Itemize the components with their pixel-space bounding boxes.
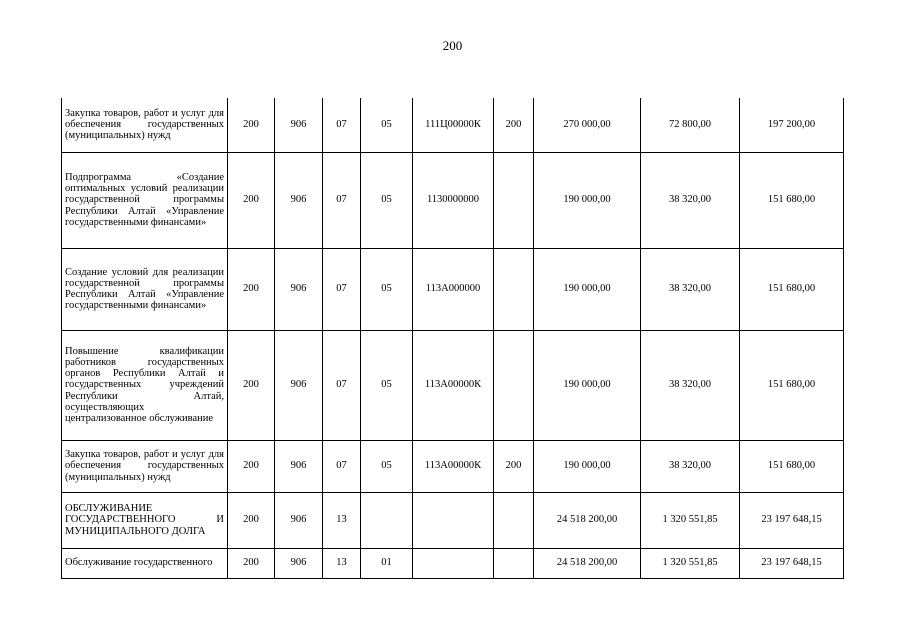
cell-expense-type: 200: [494, 98, 534, 152]
table-row: [62, 330, 844, 440]
cell-amount-executed: 1 320 551,85: [641, 548, 740, 578]
cell-amount-remaining: 151 680,00: [740, 248, 844, 330]
cell-section: 07: [323, 98, 361, 152]
cell-amount-plan: 270 000,00: [534, 98, 641, 152]
cell-expense-type: [494, 548, 534, 578]
budget-table: [61, 98, 844, 579]
cell-amount-executed: 38 320,00: [641, 330, 740, 440]
cell-amount-plan: 190 000,00: [534, 440, 641, 492]
cell-amount-executed: 72 800,00: [641, 98, 740, 152]
cell-amount-plan: 190 000,00: [534, 330, 641, 440]
cell-ministry: 906: [275, 548, 323, 578]
cell-target-article: [413, 492, 494, 548]
row-name: ОБСЛУЖИВАНИЕ ГОСУДАРСТВЕННОГО И МУНИЦИПАЛЬНОГО ДОЛГА: [62, 492, 228, 548]
page-number: 200: [442, 38, 463, 53]
cell-ministry: 906: [275, 492, 323, 548]
cell-amount-executed: 38 320,00: [641, 440, 740, 492]
cell-target-article: 111Ц00000К: [413, 98, 494, 152]
row-name: Создание условий для реализации государственной программы Республики Алтай «Управление государственными финансами»: [62, 248, 228, 330]
table-row: [62, 492, 844, 548]
row-name: Подпрограмма «Создание оптимальных условий реализации государственной программы Республики Алтай «Управление государственными финансами»: [62, 152, 228, 248]
cell-subsection: 05: [361, 330, 413, 440]
cell-amount-remaining: 23 197 648,15: [740, 492, 844, 548]
row-name: Обслуживание государственного: [62, 548, 228, 578]
cell-code: 200: [228, 492, 275, 548]
cell-expense-type: [494, 330, 534, 440]
cell-expense-type: [494, 152, 534, 248]
cell-code: 200: [228, 548, 275, 578]
table-row: [62, 548, 844, 578]
cell-target-article: 113А000000: [413, 248, 494, 330]
cell-subsection: 05: [361, 152, 413, 248]
cell-expense-type: [494, 248, 534, 330]
cell-section: 07: [323, 440, 361, 492]
cell-subsection: 05: [361, 248, 413, 330]
cell-section: 07: [323, 248, 361, 330]
row-name: Повышение квалификации работников государственных органов Республики Алтай и государственных учреждений Республики Алтай, осуществляющих централизованное обслуживание: [62, 330, 228, 440]
cell-amount-remaining: 23 197 648,15: [740, 548, 844, 578]
cell-amount-plan: 190 000,00: [534, 248, 641, 330]
cell-subsection: 05: [361, 440, 413, 492]
cell-amount-plan: 190 000,00: [534, 152, 641, 248]
cell-amount-remaining: 151 680,00: [740, 330, 844, 440]
cell-target-article: 113А00000К: [413, 440, 494, 492]
cell-target-article: [413, 548, 494, 578]
cell-ministry: 906: [275, 98, 323, 152]
cell-target-article: 113А00000К: [413, 330, 494, 440]
cell-amount-remaining: 151 680,00: [740, 152, 844, 248]
cell-ministry: 906: [275, 152, 323, 248]
cell-code: 200: [228, 248, 275, 330]
cell-ministry: 906: [275, 330, 323, 440]
cell-code: 200: [228, 440, 275, 492]
cell-section: 07: [323, 330, 361, 440]
cell-amount-executed: 38 320,00: [641, 152, 740, 248]
cell-section: 07: [323, 152, 361, 248]
table-row: [62, 98, 844, 152]
table-row: [62, 440, 844, 492]
cell-amount-plan: 24 518 200,00: [534, 492, 641, 548]
cell-section: 13: [323, 548, 361, 578]
cell-amount-plan: 24 518 200,00: [534, 548, 641, 578]
cell-subsection: 01: [361, 548, 413, 578]
cell-amount-remaining: 151 680,00: [740, 440, 844, 492]
cell-expense-type: [494, 492, 534, 548]
cell-code: 200: [228, 152, 275, 248]
cell-subsection: 05: [361, 98, 413, 152]
cell-expense-type: 200: [494, 440, 534, 492]
cell-section: 13: [323, 492, 361, 548]
table-row: [62, 248, 844, 330]
cell-ministry: 906: [275, 440, 323, 492]
row-name: Закупка товаров, работ и услуг для обеспечения государственных (муниципальных) нужд: [62, 440, 228, 492]
cell-code: 200: [228, 330, 275, 440]
cell-ministry: 906: [275, 248, 323, 330]
cell-target-article: 1130000000: [413, 152, 494, 248]
row-name: Закупка товаров, работ и услуг для обеспечения государственных (муниципальных) нужд: [62, 98, 228, 152]
table-row: [62, 152, 844, 248]
cell-amount-remaining: 197 200,00: [740, 98, 844, 152]
cell-amount-executed: 1 320 551,85: [641, 492, 740, 548]
cell-subsection: [361, 492, 413, 548]
cell-amount-executed: 38 320,00: [641, 248, 740, 330]
cell-code: 200: [228, 98, 275, 152]
